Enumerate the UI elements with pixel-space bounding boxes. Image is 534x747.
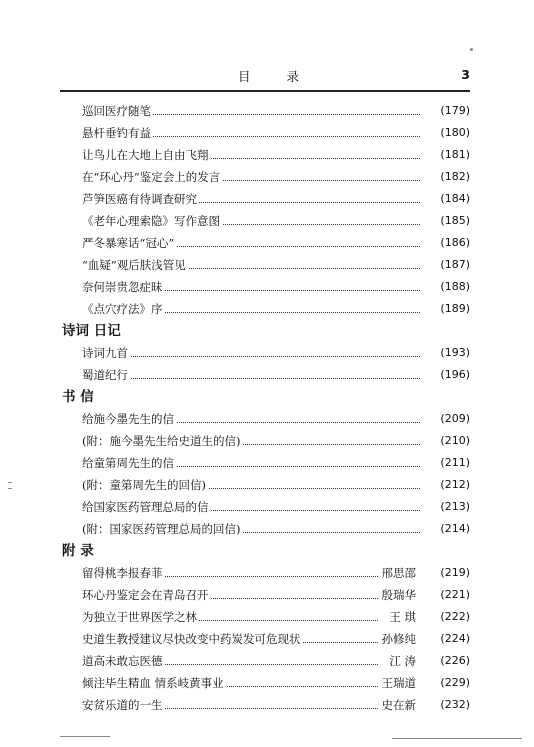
toc-entry-title: 奈何崇贵忽症昧 (82, 280, 163, 294)
toc-entry-title: 倾注毕生精血 情系岐黄事业 (82, 676, 224, 690)
toc-entry-page: (211) (437, 452, 470, 474)
toc-entry-page: (189) (437, 298, 470, 320)
page-title: 目 录 (238, 69, 315, 84)
toc-entry-author: 邢思邵 (379, 562, 417, 584)
toc-entry (60, 166, 470, 188)
page-header (60, 64, 470, 88)
toc-entry-title: 为独立于世界医学之林 (82, 610, 197, 624)
toc-entry-title: (附：国家医药管理总局的回信) (82, 522, 241, 536)
toc-entry (60, 298, 470, 320)
toc-entry (60, 474, 470, 496)
toc-entry (60, 276, 470, 298)
scan-mark (392, 738, 522, 739)
toc-entry-title: 严冬暴寒话“冠心” (82, 236, 175, 250)
toc-entry-page: (188) (437, 276, 470, 298)
toc-entry-page: (181) (437, 144, 470, 166)
toc-entry-title: 《点穴疗法》序 (82, 302, 163, 316)
toc-entry (60, 364, 470, 386)
toc-entry-page: (224) (437, 628, 470, 650)
scan-mark (60, 736, 110, 737)
toc-entry-author: 王 琪 (386, 606, 416, 628)
toc-entry (60, 408, 470, 430)
toc-entry-page: (187) (437, 254, 470, 276)
toc-entry-page: (179) (437, 100, 470, 122)
toc-entry-author: 孙修纯 (379, 628, 417, 650)
toc-entry-page: (180) (437, 122, 470, 144)
toc-entry-page: (229) (437, 672, 470, 694)
toc-section-heading: 诗词 日记 (62, 323, 121, 339)
toc-entry-title: (附：施今墨先生给史道生的信) (82, 434, 241, 448)
scan-mark (8, 488, 12, 489)
toc-entry-title: 诗词九首 (82, 346, 128, 360)
toc-entry-page: (212) (437, 474, 470, 496)
toc-entry-page: (222) (437, 606, 470, 628)
toc-entry-title: 巡回医疗随笔 (82, 104, 151, 118)
toc-entry-page: (219) (437, 562, 470, 584)
toc-entry-author: 史在新 (379, 694, 417, 716)
toc-entry (60, 254, 470, 276)
toc-entry-page: (226) (437, 650, 470, 672)
toc-entry-title: 让鸟儿在大地上自由飞翔 (82, 148, 209, 162)
toc-entry (60, 628, 470, 650)
toc-entry-title: 史道生教授建议尽快改变中药炭发可危现状 (82, 632, 301, 646)
toc-entry-title: 给童第周先生的信 (82, 456, 174, 470)
toc-entry (60, 232, 470, 254)
toc-entry (60, 650, 470, 672)
toc-entry-title: (附：童第周先生的回信) (82, 478, 206, 492)
toc-entry (60, 694, 470, 716)
scan-mark (470, 48, 473, 51)
dot-leader (82, 356, 420, 357)
toc-section-heading: 附 录 (62, 543, 94, 559)
toc-entry (60, 518, 470, 540)
toc-entry (60, 562, 470, 584)
toc-entry-title: 悬杆垂钓有益 (82, 126, 151, 140)
dot-leader (82, 378, 420, 379)
toc-entry-author: 殷瑞华 (379, 584, 417, 606)
toc-entry-page: (213) (437, 496, 470, 518)
toc-entry-title: 给国家医药管理总局的信 (82, 500, 209, 514)
toc-entry-page: (209) (437, 408, 470, 430)
toc-entry-title: 道高未敢忘医德 (82, 654, 163, 668)
scan-mark (8, 482, 12, 483)
toc-entry (60, 672, 470, 694)
toc-entry-author: 王瑞道 (379, 672, 417, 694)
toc-entry-title: 安贫乐道的一生 (82, 698, 163, 712)
toc-section-heading: 书 信 (62, 389, 94, 405)
toc-entry-page: (214) (437, 518, 470, 540)
table-of-contents (60, 100, 470, 716)
toc-entry-author: 江 涛 (386, 650, 416, 672)
toc-entry (60, 210, 470, 232)
toc-entry (60, 144, 470, 166)
toc-entry-page: (232) (437, 694, 470, 716)
toc-entry-page: (210) (437, 430, 470, 452)
toc-entry (60, 188, 470, 210)
toc-entry-title: 给施今墨先生的信 (82, 412, 174, 426)
toc-entry (60, 430, 470, 452)
toc-entry-title: 环心丹鉴定会在青岛召开 (82, 588, 209, 602)
toc-entry-title: 《老年心理索隐》写作意图 (82, 214, 220, 228)
header-rule (60, 90, 470, 92)
toc-entry-title: 留得桃李报春菲 (82, 566, 163, 580)
toc-entry (60, 496, 470, 518)
toc-entry-title: 在“环心丹”鉴定会上的发言 (82, 170, 221, 184)
toc-entry (60, 100, 470, 122)
toc-entry (60, 122, 470, 144)
page-number: 3 (461, 67, 470, 82)
toc-entry (60, 452, 470, 474)
toc-entry (60, 584, 470, 606)
toc-entry-page: (182) (437, 166, 470, 188)
toc-entry-page: (196) (437, 364, 470, 386)
toc-entry-title: 芦笋医癌有待调查研究 (82, 192, 197, 206)
toc-entry-page: (193) (437, 342, 470, 364)
toc-entry-title: “血疑”观后肤浅管见 (82, 258, 186, 272)
toc-entry (60, 342, 470, 364)
toc-entry-page: (184) (437, 188, 470, 210)
toc-entry-page: (186) (437, 232, 470, 254)
toc-entry-page: (221) (437, 584, 470, 606)
toc-entry-title: 蜀道纪行 (82, 368, 128, 382)
toc-entry (60, 606, 470, 628)
toc-entry-page: (185) (437, 210, 470, 232)
